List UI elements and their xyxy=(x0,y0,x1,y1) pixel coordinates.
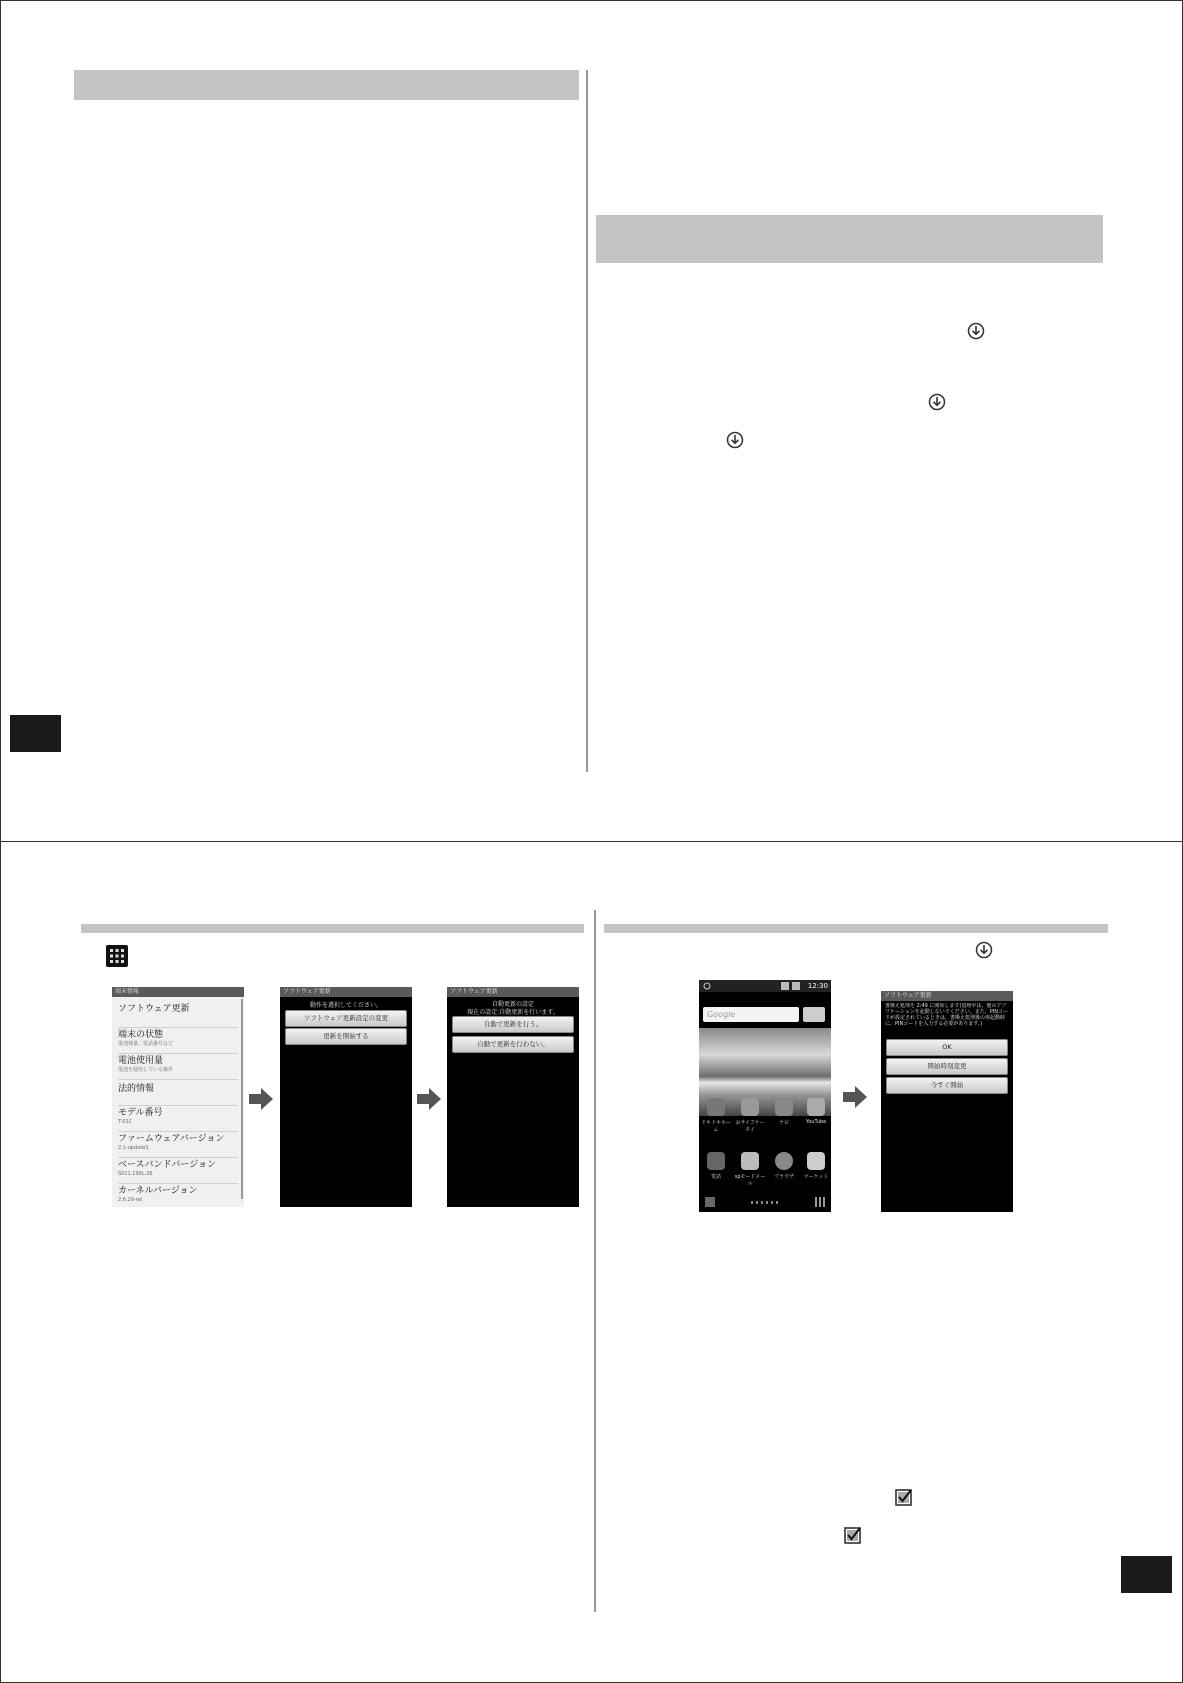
settings-titlebar: 端末情報 xyxy=(112,987,244,997)
arrow-right-icon xyxy=(842,1084,868,1110)
right-section-header-bar xyxy=(596,215,1103,263)
app-label: YouTube xyxy=(805,1119,827,1125)
auto-update-heading: 自動更新の設定 xyxy=(491,1001,534,1008)
app-label: おサイフケータイ xyxy=(735,1120,765,1133)
right-section-rule xyxy=(604,924,1108,933)
start-update-button[interactable]: 更新を開始する xyxy=(285,1028,407,1045)
navi-icon[interactable] xyxy=(775,1098,793,1116)
auto-update-screen xyxy=(447,987,579,1207)
left-section-header-bar xyxy=(74,70,579,100)
page-index-tab-left xyxy=(10,715,61,752)
settings-item[interactable]: 法的情報 xyxy=(118,1083,238,1106)
osaifu-keitai-icon[interactable] xyxy=(741,1098,759,1116)
ok-button[interactable]: OK xyxy=(886,1039,1008,1056)
voice-search-button[interactable] xyxy=(803,1007,825,1022)
notification-icon xyxy=(703,982,711,990)
update-action-screen xyxy=(280,987,412,1207)
auto-update-on-button[interactable]: 自動で更新を行う。 xyxy=(452,1016,574,1033)
auto-update-off-button[interactable]: 自動で更新を行わない。 xyxy=(452,1036,574,1053)
arrow-right-icon xyxy=(416,1086,442,1112)
dokidoki-home-icon[interactable] xyxy=(707,1098,725,1116)
search-placeholder: Google xyxy=(707,1010,736,1019)
column-divider-top xyxy=(586,70,588,772)
auto-update-titlebar: ソフトウェア更新 xyxy=(447,987,579,997)
download-icon xyxy=(975,941,993,959)
sp-mode-mail-icon[interactable] xyxy=(741,1152,759,1170)
scrollbar[interactable] xyxy=(241,999,243,1199)
app-label: 電話 xyxy=(710,1174,721,1180)
market-icon[interactable] xyxy=(807,1152,825,1170)
settings-item[interactable]: 電池使用量 電池を使用している操作 xyxy=(118,1055,238,1080)
auto-update-prompt: 現在の設定:自動更新を行います。 xyxy=(467,1009,559,1016)
browser-icon[interactable] xyxy=(775,1152,793,1170)
update-action-titlebar: ソフトウェア更新 xyxy=(280,987,412,997)
arrow-right-icon xyxy=(248,1086,274,1112)
update-check-icon xyxy=(844,1526,862,1544)
change-start-time-button[interactable]: 開始時刻変更 xyxy=(886,1058,1008,1075)
home-screen xyxy=(699,980,831,1212)
battery-icon xyxy=(792,982,800,990)
start-now-button[interactable]: 今すぐ開始 xyxy=(886,1077,1008,1094)
rewrite-dialog-titlebar: ソフトウェア更新 xyxy=(881,991,1013,1001)
app-label: ドキドキホーム xyxy=(700,1120,731,1133)
app-label: spモードメール xyxy=(734,1174,766,1187)
status-time: 12:30 xyxy=(807,982,828,990)
settings-item[interactable]: ファームウェアバージョン 2.1-update1 xyxy=(118,1133,238,1158)
search-widget[interactable] xyxy=(703,1007,799,1022)
page-indicator xyxy=(751,1201,779,1204)
download-icon xyxy=(726,431,744,449)
rewrite-dialog-message: 書換え処理を 2:49 に開始します(処理中は、他のアプリケーションを起動しないでください。また、PINコードが設定されているときは、書換え処理後の再起動時に、PINコードを入力する必要があります。) xyxy=(885,1003,1008,1027)
column-divider-bottom xyxy=(594,910,596,1612)
settings-item[interactable]: カーネルバージョン 2.6.29-rel xyxy=(118,1185,238,1207)
app-label: ナビ xyxy=(778,1120,789,1126)
youtube-icon[interactable] xyxy=(807,1098,825,1116)
change-update-settings-button[interactable]: ソフトウェア更新設定の変更 xyxy=(285,1010,407,1027)
app-label: マーケット xyxy=(803,1174,829,1180)
signal-icon xyxy=(781,982,789,990)
left-section-rule xyxy=(81,924,584,933)
update-action-prompt: 動作を選択してください。 xyxy=(309,1002,382,1009)
status-bar xyxy=(699,980,831,992)
rewrite-dialog-screen xyxy=(881,991,1013,1212)
settings-item[interactable]: ベースバンドバージョン S011.190L.26 xyxy=(118,1159,238,1184)
settings-item[interactable]: 端末の状態 電池残量、電話番号など xyxy=(118,1029,238,1054)
settings-item[interactable]: モデル番号 T-01C xyxy=(118,1107,238,1132)
launcher-grid-button[interactable] xyxy=(815,1197,825,1207)
settings-screen xyxy=(112,987,244,1207)
app-menu-icon xyxy=(106,945,128,967)
download-icon xyxy=(967,322,985,340)
page-index-tab-right xyxy=(1121,1556,1172,1593)
multitask-button[interactable] xyxy=(705,1197,715,1207)
bottom-page xyxy=(0,841,1183,1683)
settings-item[interactable]: ソフトウェア更新 xyxy=(118,1003,238,1028)
phone-icon[interactable] xyxy=(707,1152,725,1170)
update-check-icon xyxy=(895,1488,913,1506)
app-label: ブラウザ xyxy=(773,1174,794,1180)
download-icon xyxy=(928,393,946,411)
